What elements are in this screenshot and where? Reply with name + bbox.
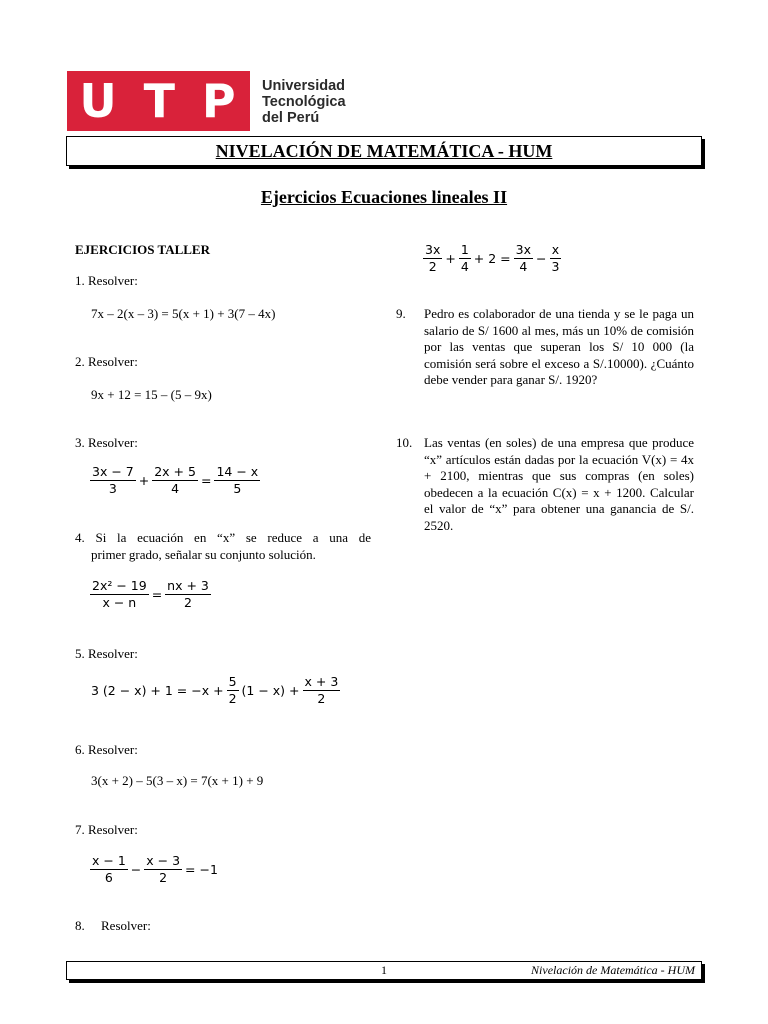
footer-label: Nivelación de Matemática - HUM bbox=[531, 963, 695, 977]
page-subtitle: Ejercicios Ecuaciones lineales II bbox=[260, 187, 508, 207]
ex8-mid: + 2 = bbox=[473, 251, 511, 266]
ex8-frac1-den: 2 bbox=[428, 259, 437, 274]
ex4-op: = bbox=[151, 587, 163, 602]
ex7-op1: − bbox=[130, 862, 142, 877]
ex7-frac1-den: 6 bbox=[104, 870, 113, 885]
ex9-text: Pedro es colaborador de una tienda y se le paga un salario de S/ 1600 al mes, más un 10% de comisión por las ventas que superan los S/ 10 000 (la comisión será sobre el exceso a S/.10000). ¿Cuánto debe vender para ganar S/. 1920? bbox=[424, 306, 694, 387]
ex7-frac2-den: 2 bbox=[159, 870, 168, 885]
ex8-op2: − bbox=[536, 251, 547, 266]
ex3-op1: + bbox=[138, 473, 150, 488]
ex8-frac1-num: 3x bbox=[425, 242, 441, 257]
ex8-equation bbox=[422, 242, 562, 275]
ex8-frac4-num: x bbox=[550, 242, 562, 259]
ex7-frac2-num: x − 3 bbox=[146, 853, 181, 868]
ex1-equation: 7x – 2(x – 3) = 5(x + 1) + 3(7 – 4x) bbox=[91, 306, 276, 321]
ex8-op1: + bbox=[445, 251, 456, 266]
ex5-frac2-den: 2 bbox=[317, 691, 326, 706]
university-name bbox=[262, 78, 346, 126]
ex10-number: 10. bbox=[396, 435, 413, 450]
ex7-frac1-num: x − 1 bbox=[92, 853, 126, 868]
ex5-label: 5. Resolver: bbox=[75, 646, 138, 661]
ex4-frac1-num: 2x² − 19 bbox=[92, 578, 147, 593]
university-name-line1: Universidad bbox=[262, 78, 345, 94]
ex8-frac4-den: 3 bbox=[551, 259, 560, 274]
ex5-frac1-num: 5 bbox=[228, 674, 237, 689]
logo-letter-p: P bbox=[201, 74, 238, 128]
ex5-part1: 3 (2 − x) + 1 = −x + bbox=[91, 683, 224, 698]
ex5-part2: (1 − x) + bbox=[241, 683, 300, 698]
ex4-frac1-den: x − n bbox=[102, 595, 137, 610]
ex1-label: 1. Resolver: bbox=[75, 273, 138, 288]
ex8-frac2-num: 1 bbox=[460, 242, 469, 257]
ex2-equation: 9x + 12 = 15 – (5 – 9x) bbox=[91, 387, 212, 402]
page-footer bbox=[66, 961, 702, 980]
ex3-op2: = bbox=[200, 473, 212, 488]
ex3-equation bbox=[89, 464, 261, 497]
ex8-label: Resolver: bbox=[101, 918, 151, 933]
ex3-frac3-den: 5 bbox=[233, 481, 242, 496]
title-banner bbox=[66, 136, 702, 166]
ex6-label: 6. Resolver: bbox=[75, 742, 138, 757]
logo-letter-u: U bbox=[79, 74, 119, 128]
ex9-number: 9. bbox=[396, 306, 406, 321]
ex8-number: 8. bbox=[75, 918, 85, 933]
ex5-equation bbox=[89, 674, 341, 707]
ex3-frac1-num: 3x − 7 bbox=[92, 464, 134, 479]
ex2-label: 2. Resolver: bbox=[75, 354, 138, 369]
ex3-frac2-den: 4 bbox=[171, 481, 180, 496]
ex3-label: 3. Resolver: bbox=[75, 435, 138, 450]
ex6-equation: 3(x + 2) – 5(3 – x) = 7(x + 1) + 9 bbox=[91, 773, 264, 788]
ex4-equation bbox=[89, 578, 212, 611]
section-title: EJERCICIOS TALLER bbox=[75, 242, 210, 257]
logo-letters bbox=[67, 71, 250, 131]
ex10-text: Las ventas (en soles) de una empresa que produce “x” artículos están dadas por la ecuación V(x) = 4x + 2100, mientras que sus compras (en soles) obedecen a la ecuación C(x) = x + 1200. Calcular el valor de “x” para obtener una ganancia de S/. 2520. bbox=[424, 435, 694, 533]
ex4-label: 4. Si la ecuación en “x” se reduce a una de bbox=[75, 530, 371, 545]
university-name-line2: Tecnológica bbox=[262, 94, 346, 110]
ex5-frac2-num: x + 3 bbox=[304, 674, 339, 689]
ex7-equation bbox=[89, 853, 220, 886]
logo-letter-t: T bbox=[143, 74, 178, 128]
ex7-label: 7. Resolver: bbox=[75, 822, 138, 837]
ex8-frac3-num: 3x bbox=[515, 242, 532, 257]
ex7-tail: = −1 bbox=[185, 862, 218, 877]
ex5-frac1-den: 2 bbox=[228, 691, 237, 706]
ex3-frac1-den: 3 bbox=[108, 481, 117, 496]
ex4-frac2-num: nx + 3 bbox=[167, 578, 209, 593]
page-number: 1 bbox=[381, 963, 387, 977]
ex8-frac2-den: 4 bbox=[460, 259, 469, 274]
ex3-frac3-num: 14 − x bbox=[216, 464, 259, 479]
ex4-label-line2: primer grado, señalar su conjunto solución. bbox=[91, 547, 316, 562]
ex4-frac2-den: 2 bbox=[184, 595, 192, 610]
page-title: NIVELACIÓN DE MATEMÁTICA - HUM bbox=[215, 141, 553, 161]
ex8-frac3-den: 4 bbox=[519, 259, 528, 274]
ex3-frac2-num: 2x + 5 bbox=[154, 464, 196, 479]
utp-logo bbox=[67, 71, 250, 131]
university-name-line3: del Perú bbox=[262, 110, 320, 126]
